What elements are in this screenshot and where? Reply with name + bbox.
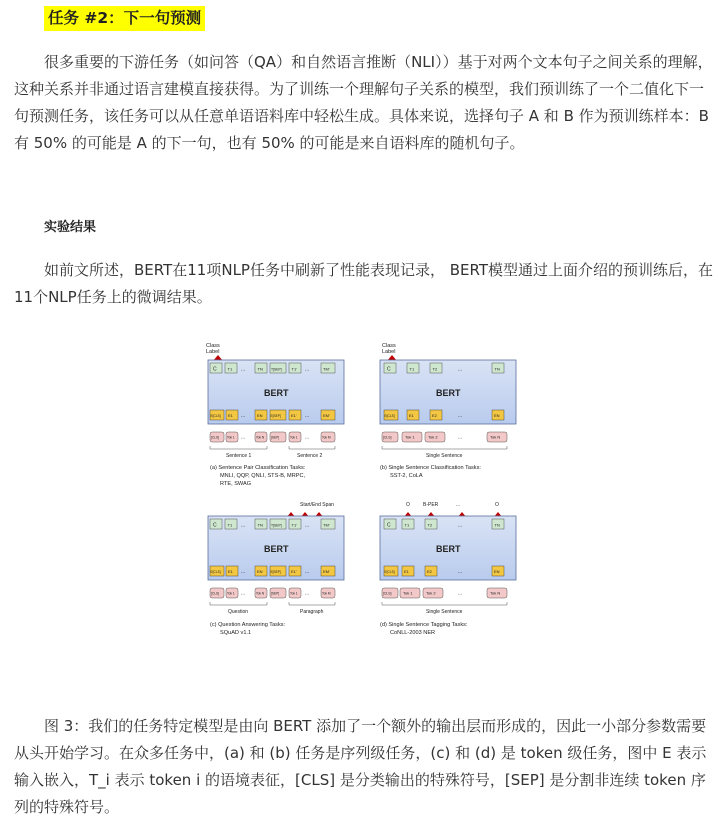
svg-text:...: ...: [458, 522, 463, 529]
svg-text:T1: T1: [409, 366, 415, 372]
svg-text:Tok M: Tok M: [322, 591, 331, 596]
svg-text:...: ...: [458, 434, 463, 441]
svg-text:T1: T1: [227, 522, 233, 528]
svg-text:[CLS]: [CLS]: [383, 591, 392, 596]
class-label-b-line2: Label: [382, 349, 396, 355]
svg-text:Tok N: Tok N: [256, 591, 265, 596]
svg-text:EN: EN: [257, 413, 263, 418]
svg-text:Tok 1: Tok 1: [290, 435, 298, 440]
segment-question: Question: [228, 609, 249, 615]
svg-text:...: ...: [241, 434, 246, 441]
svg-text:E2: E2: [432, 413, 437, 418]
caption-b-line2: SST-2, CoLA: [390, 473, 423, 479]
svg-text:T2: T2: [432, 366, 438, 372]
segment-sentence-1: Sentence 1: [226, 453, 252, 459]
subheading-results: 实验结果: [44, 220, 97, 235]
input-tokens: [210, 432, 335, 442]
svg-text:EM': EM': [323, 569, 330, 574]
svg-text:Tok 2: Tok 2: [428, 434, 438, 440]
class-label-b-line1: Class: [382, 343, 396, 349]
svg-text:E1': E1': [291, 413, 297, 418]
svg-text:[SEP]: [SEP]: [271, 591, 280, 596]
bert-task-diagram: [204, 338, 522, 648]
svg-text:...: ...: [456, 502, 461, 508]
svg-text:...: ...: [458, 569, 463, 575]
caption-d-line1: (d) Single Sentence Tagging Tasks:: [380, 622, 468, 628]
svg-text:E[CLS]: E[CLS]: [384, 414, 395, 418]
svg-text:Tok 1: Tok 1: [290, 591, 298, 596]
panel-d: [380, 502, 516, 636]
svg-text:E1: E1: [409, 413, 414, 418]
svg-text:B-PER: B-PER: [423, 502, 439, 508]
svg-text:EN: EN: [257, 569, 263, 574]
svg-text:E[SEP]: E[SEP]: [270, 570, 281, 574]
svg-text:TN: TN: [494, 522, 500, 528]
svg-text:EN: EN: [494, 569, 500, 574]
svg-text:...: ...: [305, 569, 310, 575]
caption-a-line3: RTE, SWAG: [220, 481, 252, 487]
svg-text:T[SEP]: T[SEP]: [271, 523, 282, 528]
svg-text:E1: E1: [404, 569, 409, 574]
svg-text:Tok 2: Tok 2: [426, 590, 436, 596]
bert-label: BERT: [264, 388, 289, 398]
svg-text:...: ...: [305, 366, 310, 373]
svg-text:...: ...: [241, 569, 246, 575]
svg-text:BERT: BERT: [436, 388, 461, 398]
svg-text:BERT: BERT: [264, 544, 289, 554]
caption-a-line2: MNLI, QQP, QNLI, STS-B, MRPC,: [220, 473, 306, 479]
panel-b: [380, 343, 516, 479]
svg-text:T1': T1': [291, 366, 297, 372]
svg-text:TN: TN: [257, 366, 263, 372]
svg-text:EM': EM': [323, 413, 330, 418]
svg-text:C: C: [213, 366, 217, 373]
svg-text:TN: TN: [494, 366, 500, 372]
segment-paragraph: Paragraph: [300, 609, 324, 615]
svg-text:Tok 1: Tok 1: [227, 435, 235, 440]
caption-c-line1: (c) Question Answering Tasks:: [210, 622, 286, 628]
svg-text:Tok 1: Tok 1: [405, 434, 415, 440]
svg-text:...: ...: [241, 590, 246, 597]
svg-text:E[CLS]: E[CLS]: [210, 414, 221, 418]
svg-text:Tok N: Tok N: [256, 435, 265, 440]
svg-text:[CLS]: [CLS]: [383, 435, 392, 440]
svg-text:...: ...: [241, 522, 246, 529]
svg-text:E1': E1': [291, 569, 297, 574]
svg-text:EN: EN: [494, 413, 500, 418]
svg-text:Tok M: Tok M: [322, 435, 331, 440]
svg-text:E2: E2: [427, 569, 432, 574]
svg-text:T1': T1': [291, 522, 297, 528]
svg-text:Tok 1: Tok 1: [227, 591, 235, 596]
svg-text:...: ...: [458, 590, 463, 597]
svg-text:...: ...: [305, 522, 310, 529]
paragraph-results: 如前文所述，BERT在11项NLP任务中刷新了性能表现记录， BERT模型通过上面介绍的预训练后，在11个NLP任务上的微调结果。: [14, 261, 714, 306]
svg-text:...: ...: [458, 413, 463, 419]
segment-sentence-2: Sentence 2: [297, 453, 323, 459]
caption-b-line1: (b) Single Sentence Classification Tasks:: [380, 465, 481, 471]
svg-text:T1: T1: [227, 366, 233, 372]
input-tokens-d: [382, 588, 507, 598]
caption-a-line1: (a) Sentence Pair Classification Tasks:: [210, 465, 306, 471]
caption-d-line2: CoNLL-2003 NER: [390, 630, 436, 636]
input-tokens-b: [382, 432, 507, 442]
figure-caption-paragraph: 图 3：我们的任务特定模型是由向 BERT 添加了一个额外的输出层而形成的，因此一小部分参数需要从头开始学习。在众多任务中，(a) 和 (b) 任务是序列级任务，(c) 和 (d) 是 token 级任务，图中 E 表示输入嵌入，T_i 表示 token i 的语境表征，[CLS] 是分类输出的特殊符号，[SEP] 是分割非连续 token 序列的特殊符号。: [14, 717, 707, 816]
svg-text:BERT: BERT: [436, 544, 461, 554]
svg-text:T2: T2: [427, 522, 433, 528]
svg-text:O: O: [495, 502, 499, 508]
svg-text:Tok N: Tok N: [490, 590, 501, 596]
svg-text:E1: E1: [228, 413, 233, 418]
segment-brackets: [210, 446, 335, 449]
panel-a: [206, 343, 344, 487]
svg-text:TM': TM': [323, 366, 330, 372]
svg-text:...: ...: [241, 366, 246, 373]
svg-text:O: O: [406, 502, 410, 508]
segment-single-sentence-d: Single Sentence: [426, 609, 463, 615]
caption-c-line2: SQuAD v1.1: [220, 630, 252, 636]
svg-text:C: C: [213, 522, 217, 529]
svg-text:E[SEP]: E[SEP]: [270, 414, 281, 418]
bert-task-figure: [204, 338, 522, 648]
svg-text:Tok 1: Tok 1: [403, 590, 413, 596]
svg-text:...: ...: [305, 434, 310, 441]
svg-text:[CLS]: [CLS]: [211, 591, 219, 596]
class-label-line1: Class: [206, 343, 220, 349]
section-title: 任务 #2：下一句预测: [44, 6, 205, 31]
class-label-line2: Label: [206, 349, 220, 355]
svg-text:C: C: [387, 522, 391, 529]
svg-text:...: ...: [305, 413, 310, 419]
svg-text:E1: E1: [228, 569, 233, 574]
svg-text:[SEP]: [SEP]: [271, 435, 280, 440]
segment-single-sentence-b: Single Sentence: [426, 453, 463, 459]
paragraph-nsp: 很多重要的下游任务（如问答（QA）和自然语言推断（NLI））基于对两个文本句子之间关系的理解，这种关系并非通过语言建模直接获得。为了训练一个理解句子关系的模型，我们预训练了一个二值化下一句预测任务，该任务可以从任意单语语料库中轻松生成。具体来说，选择句子 A 和 B 作为预训练样本：B 有 50% 的可能是 A 的下一句，也有 50% 的可能是来自语料库的随机句子。: [14, 53, 713, 152]
svg-text:...: ...: [305, 590, 310, 597]
input-tokens-c: [210, 588, 335, 598]
svg-text:...: ...: [241, 413, 246, 419]
svg-text:TN: TN: [257, 522, 263, 528]
panel-c: [208, 502, 344, 636]
svg-text:C: C: [387, 366, 391, 373]
svg-text:Tok N: Tok N: [490, 434, 501, 440]
svg-text:E[CLS]: E[CLS]: [210, 570, 221, 574]
svg-text:T[SEP]: T[SEP]: [271, 367, 282, 372]
svg-text:E[CLS]: E[CLS]: [384, 570, 395, 574]
span-label: Start/End Span: [300, 502, 334, 508]
svg-text:T1: T1: [404, 522, 410, 528]
svg-text:TM': TM': [323, 522, 330, 528]
svg-text:...: ...: [458, 366, 463, 373]
svg-text:[CLS]: [CLS]: [211, 435, 219, 440]
